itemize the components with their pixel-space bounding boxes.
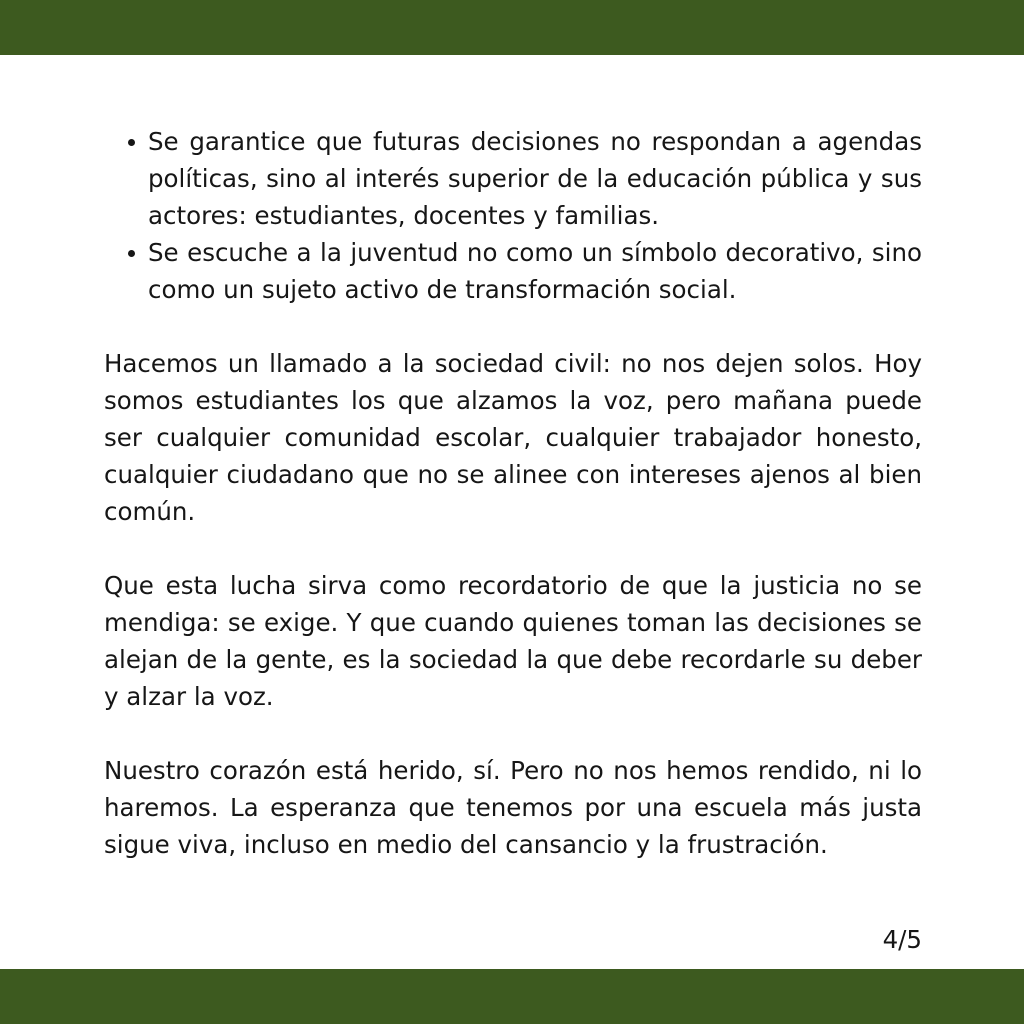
page-number: 4/5 [882,925,922,954]
bullet-list [104,123,922,308]
document-body [104,123,922,863]
bullet-item: Se escuche a la juventud no como un símbolo decorativo, sino como un sujeto activo de transformación social. [148,234,922,308]
paragraph: Que esta lucha sirva como recordatorio de que la justicia no se mendiga: se exige. Y que cuando quienes toman las decisiones se alejan de la gente, es la sociedad la que debe recordarle su deber y alzar la voz. [104,571,922,711]
paragraph: Nuestro corazón está herido, sí. Pero no nos hemos rendido, ni lo haremos. La esperanza que tenemos por una escuela más justa sigue viva, incluso en medio del cansancio y la frustración. [104,756,922,859]
top-band [0,0,1024,55]
bottom-band [0,969,1024,1024]
paragraph: Hacemos un llamado a la sociedad civil: no nos dejen solos. Hoy somos estudiantes los que alzamos la voz, pero mañana puede ser cualquier comunidad escolar, cualquier trabajador honesto, cualquier ciudadano que no se alinee con intereses ajenos al bien común. [104,349,922,526]
bullet-item: Se garantice que futuras decisiones no respondan a agendas políticas, sino al interés superior de la educación pública y sus actores: estudiantes, docentes y familias. [148,123,922,234]
